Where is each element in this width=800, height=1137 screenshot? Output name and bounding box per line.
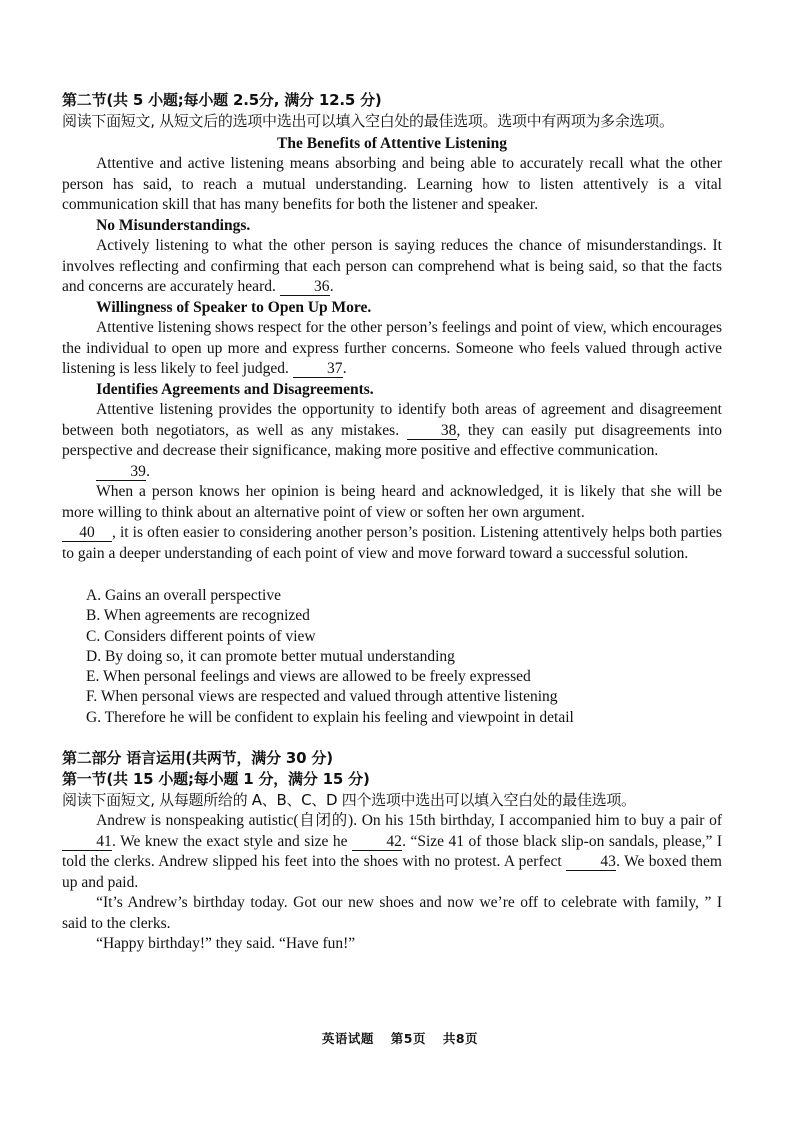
- page-footer: [0, 1029, 800, 1047]
- passage-title: The Benefits of Attentive Listening: [277, 135, 507, 152]
- paragraph-text: , it is often easier to considering another person’s position. Listening attentively helps both parties to gain a deeper understanding of each point of view and move forward toward a successful solution.: [62, 524, 722, 562]
- subheading-willingness: Willingness of Speaker to Open Up More.: [96, 298, 372, 316]
- andrew-paragraph-2: “It’s Andrew’s birthday today. Got our new shoes and now we’re off to celebrate with family, ” I said to the clerks.: [62, 894, 722, 932]
- part2-subheader: 第一节(共 15 小题;每小题 1 分，满分 15 分): [62, 770, 370, 789]
- option-f: F. When personal views are respected and valued through attentive listening: [86, 688, 558, 706]
- part2-instructions: 阅读下面短文, 从每题所给的 A、B、C、D 四个选项中选出可以填入空白处的最佳选项。: [62, 791, 636, 810]
- footer-page-number: 第5页: [390, 1031, 426, 1046]
- blank-37: 37: [293, 361, 343, 378]
- option-b: B. When agreements are recognized: [86, 607, 310, 625]
- blank-43: 43: [566, 854, 616, 871]
- subheading-agreements: Identifies Agreements and Disagreements.: [96, 380, 374, 398]
- paragraph-text: Attentive listening provides the opportunity to identify both areas of agreement and disagreement between both negotiators, as well as any mistakes.: [62, 401, 722, 439]
- paragraph-text: When a person knows her opinion is being heard and acknowledged, it is likely that she will be more willing to think about an alternative point of view or soften her own argument.: [62, 483, 722, 521]
- footer-total-pages: 共8页: [442, 1031, 479, 1046]
- blank-41: 41: [62, 834, 112, 851]
- paragraph-text: Actively listening to what the other person is saying reduces the chance of misunderstandings. It involves reflecting and confirming that each person can comprehend what is being said, so that the facts and concerns are accurately heard.: [62, 237, 722, 295]
- blank-38: 38: [407, 423, 457, 440]
- paragraph-37: [62, 318, 722, 380]
- blank-36: 36: [280, 279, 330, 296]
- footer-subject: 英语试题: [321, 1031, 374, 1046]
- intro-paragraph: Attentive and active listening means absorbing and being able to accurately recall what the other person has said, to reach a mutual understanding. Learning how to listen attentively is a vital communication skill that has many benefits for both the listener and speaker.: [62, 155, 722, 213]
- section-header: 第二节(共 5 小题;每小题 2.5分, 满分 12.5 分): [62, 91, 382, 109]
- paragraph-36: [62, 236, 722, 298]
- option-a: A. Gains an overall perspective: [86, 587, 281, 604]
- option-c: C. Considers different points of view: [86, 627, 316, 645]
- paragraph-text-end: .: [329, 278, 334, 295]
- paragraph-text: Andrew is nonspeaking autistic(自闭的). On his 15th birthday, I accompanied him to buy a pair of: [96, 812, 722, 830]
- option-d: D. By doing so, it can promote better mutual understanding: [86, 647, 455, 665]
- exam-page: [62, 90, 722, 955]
- andrew-paragraph-3: “Happy birthday!” they said. “Have fun!”: [96, 935, 356, 953]
- section-instructions: 阅读下面短文, 从短文后的选项中选出可以填入空白处的最佳选项。选项中有两项为多余选项。: [62, 112, 674, 130]
- part2-header: 第二部分 语言运用(共两节，满分 30 分): [62, 749, 333, 768]
- subheading-no-misunderstandings: No Misunderstandings.: [96, 216, 251, 234]
- options-list: [86, 586, 722, 728]
- blank-40: 40: [62, 525, 112, 542]
- option-e: E. When personal feelings and views are allowed to be freely expressed: [86, 668, 531, 686]
- paragraph-38: [62, 400, 722, 462]
- paragraph-text-end: , they can easily put disagreements into perspective and decrease their significance, making more positive and effective communication.: [62, 421, 723, 459]
- blank-42: 42: [352, 834, 402, 851]
- part2-section: [62, 748, 722, 955]
- paragraph-40: [62, 523, 722, 564]
- paragraph-text: . We knew the exact style and size he: [112, 832, 348, 850]
- paragraph-39: [62, 482, 722, 523]
- paragraph-text-end: .: [342, 360, 347, 377]
- paragraph-text: . We boxed them up and paid.: [62, 853, 722, 891]
- heading-blank-39-line: 39.: [62, 462, 722, 483]
- paragraph-text: Attentive listening shows respect for the other person’s feelings and point of view, which encourages the individual to open up more and express further concerns. Someone who feels valued through active listening is less likely to feel judged.: [62, 319, 722, 377]
- blank-39: 39: [96, 464, 146, 481]
- paragraph-text: . “Size 41 of those black slip-on sandals, please,” I told the clerks. Andrew slipped his feet into the shoes with no protest. A perfect: [62, 832, 723, 871]
- andrew-paragraph-1: [62, 811, 722, 893]
- option-g: G. Therefore he will be confident to explain his feeling and viewpoint in detail: [86, 708, 574, 726]
